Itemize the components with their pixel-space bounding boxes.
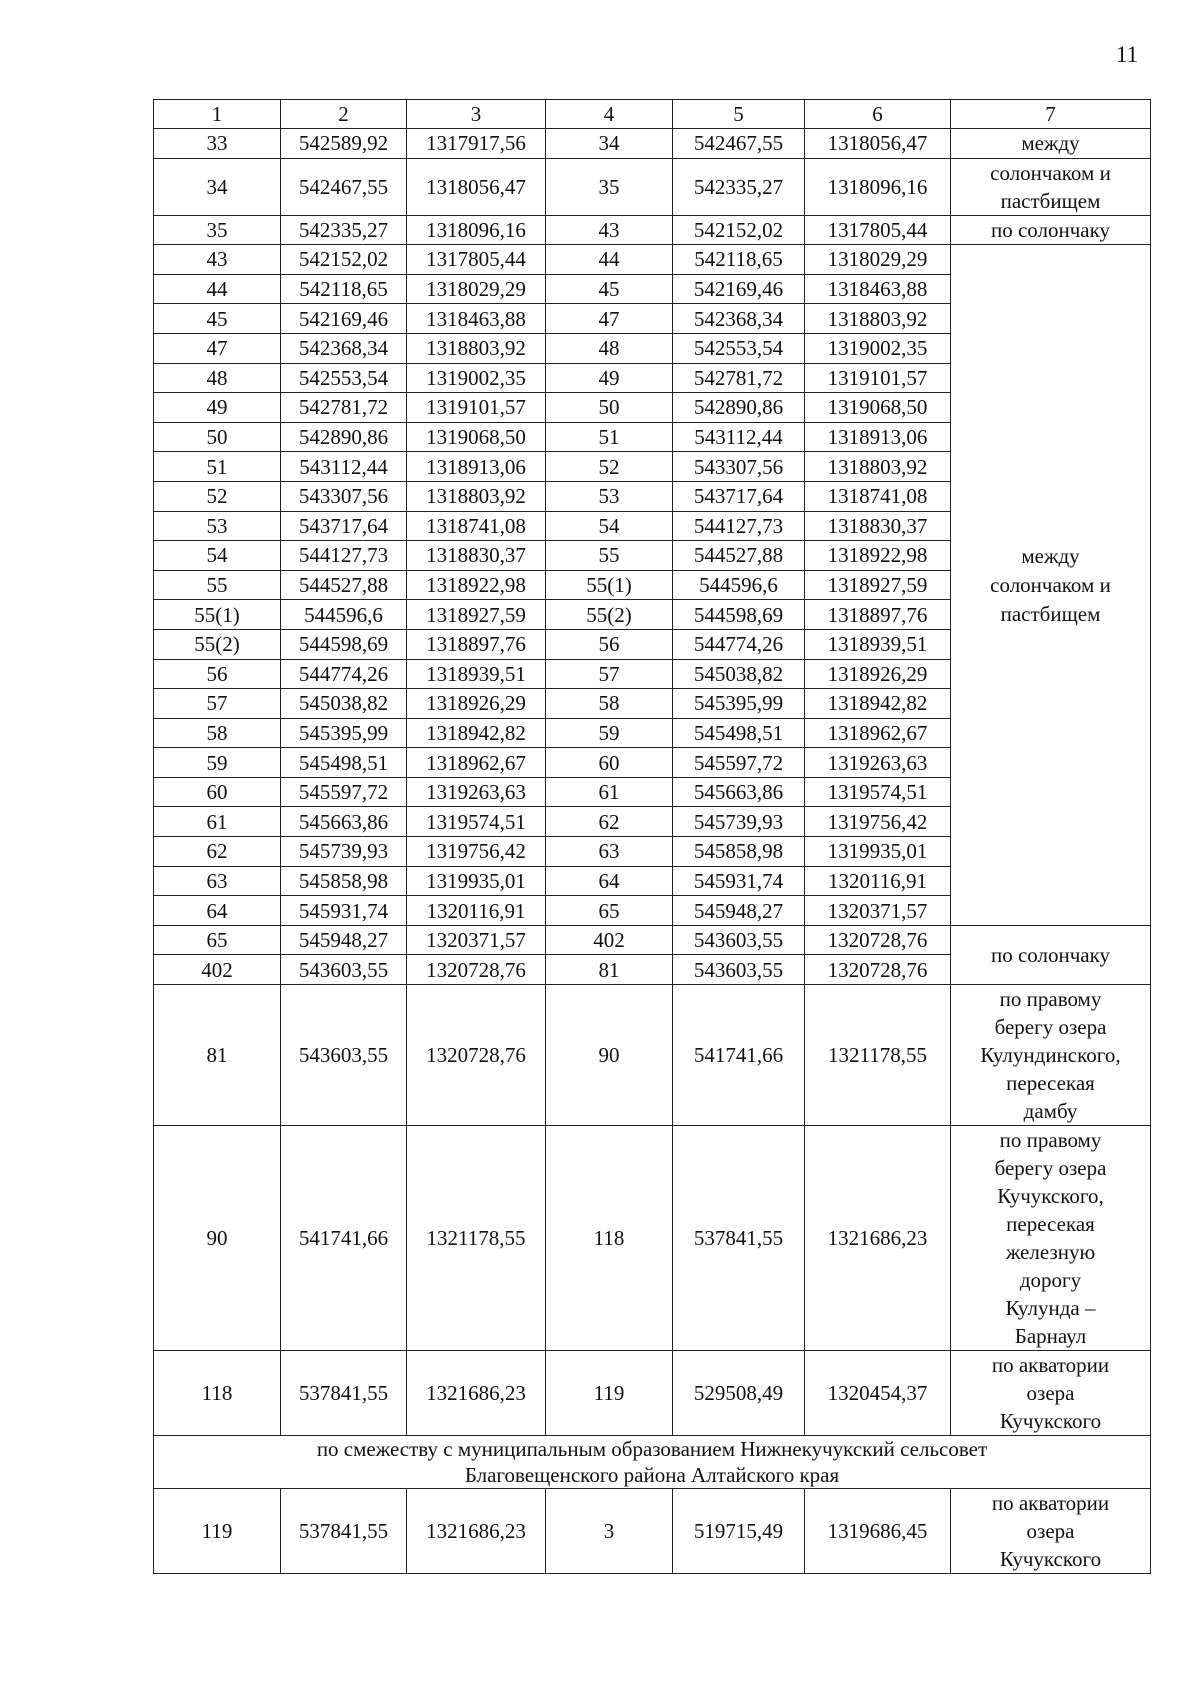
table-cell: 402 (546, 925, 673, 955)
table-cell: 1318939,51 (407, 659, 546, 689)
description-cell-line: железную (1005, 1240, 1096, 1265)
table-cell: 1320454,37 (805, 1351, 951, 1436)
adjacency-note (154, 1436, 1151, 1489)
description-cell-line: берегу озера (994, 1015, 1107, 1040)
table-cell: 51 (154, 452, 281, 482)
table-cell: 542335,27 (281, 215, 407, 245)
table-row (154, 1489, 1151, 1574)
table-cell: 545663,86 (673, 777, 805, 807)
table-cell: 1318897,76 (407, 629, 546, 659)
table-cell: 544598,69 (673, 600, 805, 630)
table-cell: 47 (546, 304, 673, 334)
description-cell (951, 1351, 1151, 1436)
table-cell: 1318029,29 (805, 245, 951, 275)
table-cell: 52 (546, 452, 673, 482)
table-cell: 65 (154, 925, 281, 955)
header-cell: 1 (154, 100, 281, 129)
table-cell: 1318962,67 (805, 718, 951, 748)
table-cell: 53 (154, 511, 281, 541)
table-cell: 542152,02 (673, 215, 805, 245)
table-cell: 44 (154, 274, 281, 304)
table-cell: 60 (154, 777, 281, 807)
table-cell: 61 (154, 807, 281, 837)
table-cell: 542118,65 (673, 245, 805, 275)
table-cell: 43 (154, 245, 281, 275)
table-cell: 34 (154, 158, 281, 215)
table-cell: 1318056,47 (407, 158, 546, 215)
table-cell: 1320728,76 (407, 985, 546, 1126)
table-row (154, 1351, 1151, 1436)
table-cell: 55 (546, 541, 673, 571)
table-cell: 58 (546, 689, 673, 719)
table-cell: 50 (154, 422, 281, 452)
table-cell: 1318939,51 (805, 629, 951, 659)
table-cell: 542467,55 (281, 158, 407, 215)
table-cell: 1318922,98 (407, 570, 546, 600)
table-cell: 543307,56 (673, 452, 805, 482)
table-cell: 542368,34 (281, 333, 407, 363)
table-cell: 1321178,55 (805, 985, 951, 1126)
table-cell: 537841,55 (673, 1126, 805, 1351)
description-cell (951, 925, 1151, 984)
description-cell (951, 1489, 1151, 1574)
table-cell: 542169,46 (281, 304, 407, 334)
table-cell: 1318056,47 (805, 129, 951, 159)
table-cell: 1319756,42 (407, 837, 546, 867)
adjacency-note-line2: Благовещенского района Алтайского края (464, 1463, 840, 1488)
table-cell: 49 (154, 393, 281, 423)
description-cell (951, 245, 1151, 926)
table-cell: 1319101,57 (407, 393, 546, 423)
table-cell: 55(1) (546, 570, 673, 600)
description-cell (951, 158, 1151, 215)
table-cell: 545498,51 (673, 718, 805, 748)
table-cell: 545395,99 (281, 718, 407, 748)
table-cell: 542118,65 (281, 274, 407, 304)
description-cell-line: между (1021, 543, 1080, 568)
table-cell: 1319263,63 (805, 748, 951, 778)
table-cell: 119 (546, 1351, 673, 1436)
table-cell: 545948,27 (673, 896, 805, 926)
description-cell-line: по солончаку (990, 217, 1111, 242)
table-cell: 1318096,16 (407, 215, 546, 245)
table-cell: 57 (154, 689, 281, 719)
table-cell: 57 (546, 659, 673, 689)
table-cell: 542890,86 (673, 393, 805, 423)
table-row (154, 215, 1151, 245)
table-cell: 544598,69 (281, 629, 407, 659)
header-row (154, 100, 1151, 129)
table-cell: 1320371,57 (805, 896, 951, 926)
description-cell-line: Кучукского (999, 1409, 1102, 1434)
coordinates-table (153, 99, 1151, 1574)
description-cell-line: Барнаул (1014, 1324, 1087, 1349)
description-cell (951, 215, 1151, 245)
description-cell-line: пересекая (1006, 1212, 1095, 1237)
table-cell: 542781,72 (281, 393, 407, 423)
table-cell: 1321686,23 (407, 1351, 546, 1436)
table-cell: 35 (546, 158, 673, 215)
table-cell: 1318741,08 (805, 481, 951, 511)
table-cell: 1320371,57 (407, 925, 546, 955)
header-cell: 3 (407, 100, 546, 129)
table-cell: 545395,99 (673, 689, 805, 719)
description-cell-line: между (1021, 131, 1080, 156)
table-cell: 545597,72 (281, 777, 407, 807)
table-cell: 1318029,29 (407, 274, 546, 304)
table-cell: 1319756,42 (805, 807, 951, 837)
table-cell: 49 (546, 363, 673, 393)
adjacency-note-line1: по смежеству с муниципальным образованием Нижнекучукский сельсовет (316, 1437, 988, 1462)
table-cell: 545038,82 (281, 689, 407, 719)
table-cell: 119 (154, 1489, 281, 1574)
description-cell-line: озера (1026, 1519, 1075, 1544)
table-cell: 81 (546, 955, 673, 985)
table-cell: 544774,26 (673, 629, 805, 659)
table-cell: 55(2) (546, 600, 673, 630)
table-cell: 1319068,50 (407, 422, 546, 452)
table-cell: 542169,46 (673, 274, 805, 304)
table-cell: 541741,66 (673, 985, 805, 1126)
table-cell: 1318913,06 (805, 422, 951, 452)
description-cell-line: берегу озера (994, 1156, 1107, 1181)
table-cell: 1319068,50 (805, 393, 951, 423)
table-cell: 545739,93 (281, 837, 407, 867)
table-cell: 543307,56 (281, 481, 407, 511)
table-cell: 43 (546, 215, 673, 245)
table-cell: 3 (546, 1489, 673, 1574)
table-cell: 543717,64 (281, 511, 407, 541)
table-cell: 60 (546, 748, 673, 778)
table-cell: 545038,82 (673, 659, 805, 689)
table-row (154, 158, 1151, 215)
table-cell: 1318922,98 (805, 541, 951, 571)
table-cell: 1318463,88 (407, 304, 546, 334)
table-cell: 1320728,76 (407, 955, 546, 985)
description-cell-line: по солончаку (990, 942, 1111, 967)
table-cell: 48 (154, 363, 281, 393)
table-cell: 64 (546, 866, 673, 896)
table-cell: 65 (546, 896, 673, 926)
table-cell: 1318942,82 (805, 689, 951, 719)
table-cell: 402 (154, 955, 281, 985)
table-cell: 55 (154, 570, 281, 600)
adjacency-row (154, 1436, 1151, 1489)
table-cell: 1319574,51 (407, 807, 546, 837)
table-cell: 537841,55 (281, 1351, 407, 1436)
table-cell: 58 (154, 718, 281, 748)
table-cell: 33 (154, 129, 281, 159)
description-cell-line: Кучукского (999, 1547, 1102, 1572)
table-cell: 1318942,82 (407, 718, 546, 748)
table-cell: 64 (154, 896, 281, 926)
table-cell: 1318913,06 (407, 452, 546, 482)
table-cell: 48 (546, 333, 673, 363)
table-cell: 59 (154, 748, 281, 778)
table-cell: 62 (154, 837, 281, 867)
table-cell: 542553,54 (281, 363, 407, 393)
table-cell: 1318803,92 (805, 452, 951, 482)
table-cell: 1320728,76 (805, 925, 951, 955)
table-cell: 545931,74 (673, 866, 805, 896)
table-cell: 50 (546, 393, 673, 423)
table-cell: 1318926,29 (805, 659, 951, 689)
table-cell: 544527,88 (281, 570, 407, 600)
table-cell: 1319686,45 (805, 1489, 951, 1574)
table-cell: 542152,02 (281, 245, 407, 275)
table-cell: 1319002,35 (407, 363, 546, 393)
header-cell: 6 (805, 100, 951, 129)
table-row (154, 985, 1151, 1126)
table-cell: 545858,98 (281, 866, 407, 896)
table-cell: 52 (154, 481, 281, 511)
table-cell: 1317917,56 (407, 129, 546, 159)
table-cell: 1318830,37 (805, 511, 951, 541)
table-cell: 59 (546, 718, 673, 748)
table-cell: 55(2) (154, 629, 281, 659)
table-cell: 1317805,44 (805, 215, 951, 245)
description-cell (951, 1126, 1151, 1351)
table-cell: 1319101,57 (805, 363, 951, 393)
table-cell: 1318927,59 (407, 600, 546, 630)
table-cell: 543717,64 (673, 481, 805, 511)
table-cell: 47 (154, 333, 281, 363)
table-cell: 537841,55 (281, 1489, 407, 1574)
table-cell: 1318741,08 (407, 511, 546, 541)
table-cell: 1319002,35 (805, 333, 951, 363)
table-cell: 545948,27 (281, 925, 407, 955)
table-cell: 544596,6 (673, 570, 805, 600)
table-cell: 1318897,76 (805, 600, 951, 630)
table-cell: 543112,44 (673, 422, 805, 452)
header-cell: 5 (673, 100, 805, 129)
description-cell (951, 129, 1151, 159)
table-cell: 61 (546, 777, 673, 807)
description-cell-line: Кулунда – (1005, 1296, 1096, 1321)
table-cell: 542335,27 (673, 158, 805, 215)
description-cell-line: дамбу (1023, 1099, 1078, 1124)
table-row (154, 925, 1151, 955)
table-cell: 1320116,91 (407, 896, 546, 926)
table-row (154, 245, 1151, 275)
table-cell: 543603,55 (673, 925, 805, 955)
table-cell: 545597,72 (673, 748, 805, 778)
description-cell-line: по акватории (991, 1353, 1110, 1378)
table-cell: 529508,49 (673, 1351, 805, 1436)
table-cell: 1319935,01 (407, 866, 546, 896)
table-cell: 1319574,51 (805, 777, 951, 807)
table-cell: 544127,73 (673, 511, 805, 541)
table-cell: 1321686,23 (407, 1489, 546, 1574)
table-cell: 1317805,44 (407, 245, 546, 275)
table-cell: 544527,88 (673, 541, 805, 571)
table-cell: 56 (546, 629, 673, 659)
table-cell: 35 (154, 215, 281, 245)
table-cell: 54 (546, 511, 673, 541)
table-cell: 543603,55 (281, 955, 407, 985)
description-cell-line: пастбищем (1000, 601, 1101, 626)
table-cell: 542368,34 (673, 304, 805, 334)
table-cell: 81 (154, 985, 281, 1126)
table-cell: 1318803,92 (805, 304, 951, 334)
table-cell: 542589,92 (281, 129, 407, 159)
table-cell: 1318962,67 (407, 748, 546, 778)
description-cell-line: Кучукского, (997, 1184, 1104, 1209)
description-cell (951, 985, 1151, 1126)
description-cell-line: солончаком и (990, 572, 1111, 597)
table-cell: 542553,54 (673, 333, 805, 363)
description-cell-line: озера (1026, 1381, 1075, 1406)
table-cell: 545858,98 (673, 837, 805, 867)
table-cell: 1318803,92 (407, 333, 546, 363)
table-cell: 1318096,16 (805, 158, 951, 215)
table-cell: 55(1) (154, 600, 281, 630)
table-cell: 45 (154, 304, 281, 334)
header-cell: 7 (951, 100, 1151, 129)
table-cell: 51 (546, 422, 673, 452)
table-cell: 1321686,23 (805, 1126, 951, 1351)
header-cell: 2 (281, 100, 407, 129)
description-cell-line: солончаком и (990, 160, 1111, 185)
table-cell: 90 (154, 1126, 281, 1351)
description-cell-line: по правому (999, 987, 1102, 1012)
table-cell: 63 (546, 837, 673, 867)
table-row (154, 1126, 1151, 1351)
table-cell: 543603,55 (281, 985, 407, 1126)
table-cell: 118 (154, 1351, 281, 1436)
table-cell: 118 (546, 1126, 673, 1351)
table-cell: 1321178,55 (407, 1126, 546, 1351)
table-cell: 1318463,88 (805, 274, 951, 304)
table-cell: 56 (154, 659, 281, 689)
description-cell-line: пастбищем (1000, 188, 1101, 213)
table-cell: 1318927,59 (805, 570, 951, 600)
description-cell-line: по правому (999, 1128, 1102, 1153)
header-cell: 4 (546, 100, 673, 129)
table-cell: 45 (546, 274, 673, 304)
description-cell-line: дорогу (1019, 1268, 1082, 1293)
table-cell: 44 (546, 245, 673, 275)
table-cell: 543603,55 (673, 955, 805, 985)
table-cell: 545663,86 (281, 807, 407, 837)
table-cell: 63 (154, 866, 281, 896)
table-cell: 543112,44 (281, 452, 407, 482)
table-cell: 90 (546, 985, 673, 1126)
table-cell: 54 (154, 541, 281, 571)
table-cell: 62 (546, 807, 673, 837)
table-cell: 1318803,92 (407, 481, 546, 511)
table-cell: 1319935,01 (805, 837, 951, 867)
table-cell: 1320116,91 (805, 866, 951, 896)
description-cell-line: по акватории (991, 1491, 1110, 1516)
table-cell: 519715,49 (673, 1489, 805, 1574)
table-cell: 53 (546, 481, 673, 511)
description-cell-line: Кулундинского, (980, 1043, 1121, 1068)
table-cell: 544127,73 (281, 541, 407, 571)
table-cell: 542467,55 (673, 129, 805, 159)
table-cell: 545739,93 (673, 807, 805, 837)
table-cell: 544596,6 (281, 600, 407, 630)
table-cell: 1318926,29 (407, 689, 546, 719)
table-cell: 541741,66 (281, 1126, 407, 1351)
table-cell: 1318830,37 (407, 541, 546, 571)
table-row (154, 129, 1151, 159)
description-cell-line: пересекая (1006, 1071, 1095, 1096)
table-cell: 544774,26 (281, 659, 407, 689)
table-cell: 545931,74 (281, 896, 407, 926)
table-cell: 545498,51 (281, 748, 407, 778)
table-cell: 34 (546, 129, 673, 159)
table-cell: 1320728,76 (805, 955, 951, 985)
table-cell: 542890,86 (281, 422, 407, 452)
table-cell: 1319263,63 (407, 777, 546, 807)
page-number: 11 (1116, 42, 1139, 67)
table-cell: 542781,72 (673, 363, 805, 393)
